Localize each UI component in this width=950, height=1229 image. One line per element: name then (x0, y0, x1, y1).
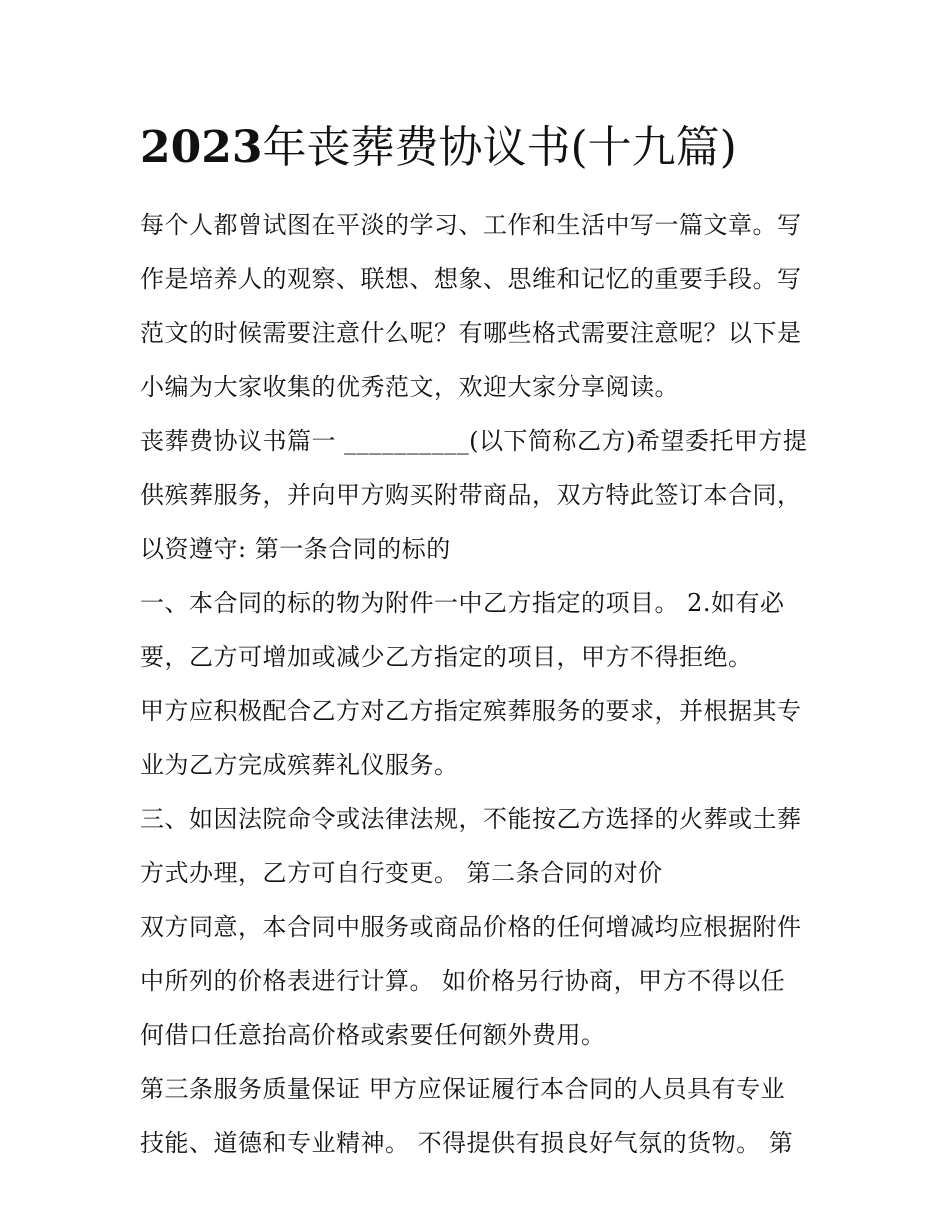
text-line: 技能、道德和专业精神。 不得提供有损良好气氛的货物。 第 (140, 1129, 794, 1157)
text-line: 每个人都曾试图在平淡的学习、工作和生活中写一篇文章。写 (140, 211, 802, 239)
text-line: 三、如因法院命令或法律法规，不能按乙方选择的火葬或土葬 (140, 805, 802, 833)
text-line: 第三条服务质量保证 甲方应保证履行本合同的人员具有专业 (140, 1075, 786, 1103)
text-line: 何借口任意抬高价格或索要任何额外费用。 (140, 1021, 606, 1049)
document-body (140, 198, 820, 1170)
text-line: 供殡葬服务，并向甲方购买附带商品，双方特此签订本合同， (140, 481, 802, 509)
title-year: 2023 (140, 122, 263, 173)
text-line: 中所列的价格表进行计算。 如价格另行协商，甲方不得以任 (140, 967, 786, 995)
title-text: 年丧葬费协议书(十九篇) (262, 122, 737, 173)
text-line: 作是培养人的观察、联想、想象、思维和记忆的重要手段。写 (140, 265, 802, 293)
text-line: 业为乙方完成殡葬礼仪服务。 (140, 751, 459, 779)
text-line: 小编为大家收集的优秀范文，欢迎大家分享阅读。 (140, 373, 679, 401)
text-line: 方式办理，乙方可自行变更。 第二条合同的对价 (140, 859, 663, 887)
document-title (140, 118, 840, 178)
text-line: 双方同意，本合同中服务或商品价格的任何增减均应根据附件 (140, 913, 802, 941)
text-line: 甲方应积极配合乙方对乙方指定殡葬服务的要求，并根据其专 (140, 697, 802, 725)
text-line: 以资遵守: 第一条合同的标的 (140, 535, 451, 563)
text-line: 丧葬费协议书篇一 __________(以下简称乙方)希望委托甲方提 (140, 427, 808, 455)
text-line: 范文的时候需要注意什么呢？有哪些格式需要注意呢？以下是 (140, 319, 802, 347)
text-line: 一、本合同的标的物为附件一中乙方指定的项目。 2.如有必 (140, 589, 785, 617)
text-line: 要，乙方可增加或减少乙方指定的项目，甲方不得拒绝。 (140, 643, 753, 671)
